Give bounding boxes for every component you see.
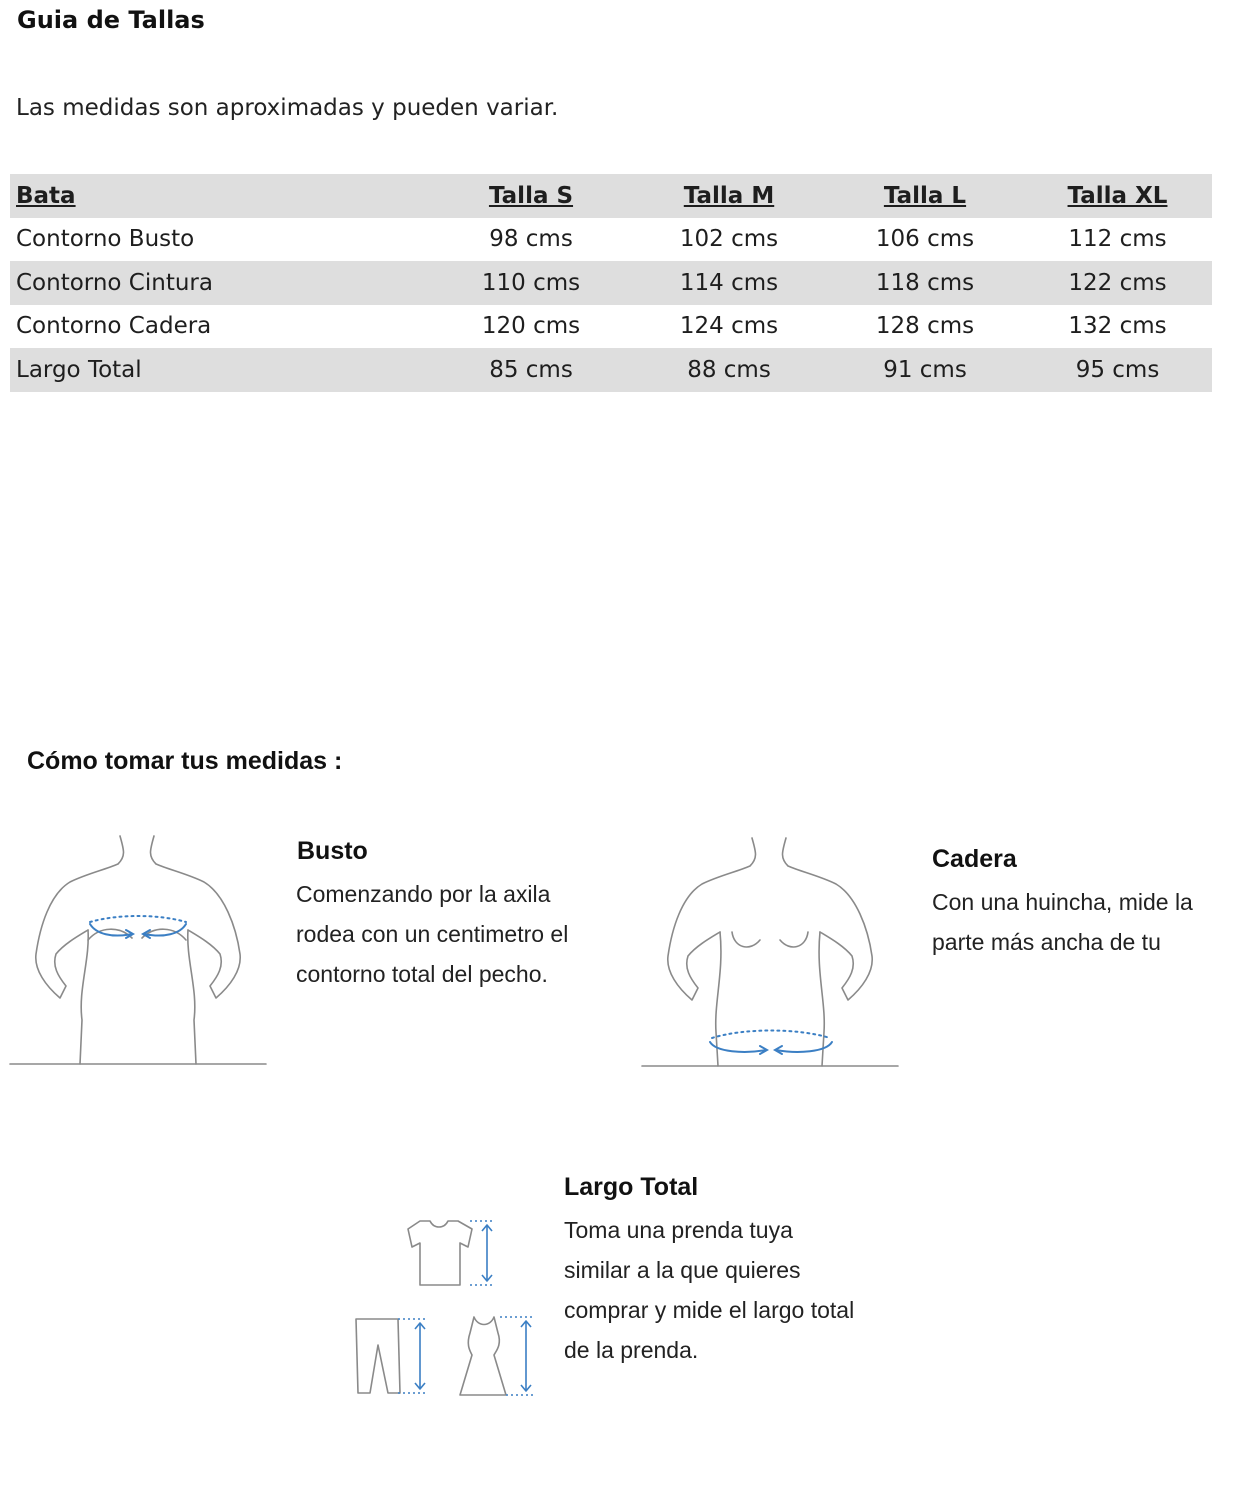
table-cell: 110 cms [481,269,581,296]
table-header-row [10,174,1212,218]
cadera-heading: Cadera [932,845,1017,873]
largo-instructions [564,1210,854,1370]
largo-line: Toma una prenda tuya [564,1217,793,1243]
cadera-line: Con una huincha, mide la [932,889,1193,915]
table-cell: 132 cms [1068,313,1167,340]
largo-line: comprar y mide el largo total [564,1297,855,1323]
busto-line: rodea con un centimetro el [296,921,569,947]
hip-measure-figure [640,832,902,1072]
table-cell: 128 cms [875,313,975,340]
row-label: Largo Total [16,356,142,383]
busto-heading: Busto [297,837,368,865]
table-cell: 95 cms [1075,356,1160,383]
dress-length-icon [460,1317,534,1395]
disclaimer-text: Las medidas son aproximadas y pueden variar. [16,95,559,121]
pants-length-icon [356,1319,428,1393]
table-cell: 85 cms [489,356,573,383]
table-cell: 88 cms [687,356,771,383]
header-size-xl: Talla XL [1067,182,1168,209]
cadera-instructions [932,882,1193,962]
garment-length-icons [350,1215,540,1405]
table-cell: 122 cms [1068,269,1167,296]
table-cell: 98 cms [489,226,573,253]
largo-heading: Largo Total [564,1173,699,1201]
table-row [10,218,1212,262]
how-to-measure-title: Cómo tomar tus medidas : [27,747,343,775]
table-row [10,348,1212,392]
row-label: Contorno Cadera [16,313,212,340]
table-cell: 91 cms [883,356,967,383]
largo-line: de la prenda. [564,1337,699,1363]
table-row [10,305,1212,349]
table-row [10,261,1212,305]
header-size-l: Talla L [883,182,967,209]
busto-line: Comenzando por la axila [296,881,551,907]
table-cell: 106 cms [875,226,975,253]
header-garment: Bata [16,182,76,209]
bust-measure-figure [8,830,270,1070]
header-size-s: Talla S [488,182,574,209]
largo-line: similar a la que quieres [564,1257,801,1283]
table-cell: 114 cms [679,269,779,296]
table-cell: 118 cms [875,269,975,296]
page-title: Guia de Tallas [17,6,205,34]
row-label: Contorno Busto [16,226,195,253]
tshirt-length-icon [408,1221,492,1285]
cadera-line: parte más ancha de tu [932,929,1161,955]
row-label: Contorno Cintura [16,269,213,296]
table-cell: 120 cms [481,313,581,340]
table-cell: 112 cms [1068,226,1167,253]
header-size-m: Talla M [683,182,775,209]
size-table [10,174,1212,392]
busto-line: contorno total del pecho. [296,961,548,987]
table-cell: 124 cms [679,313,779,340]
busto-instructions [296,874,568,994]
table-cell: 102 cms [679,226,779,253]
